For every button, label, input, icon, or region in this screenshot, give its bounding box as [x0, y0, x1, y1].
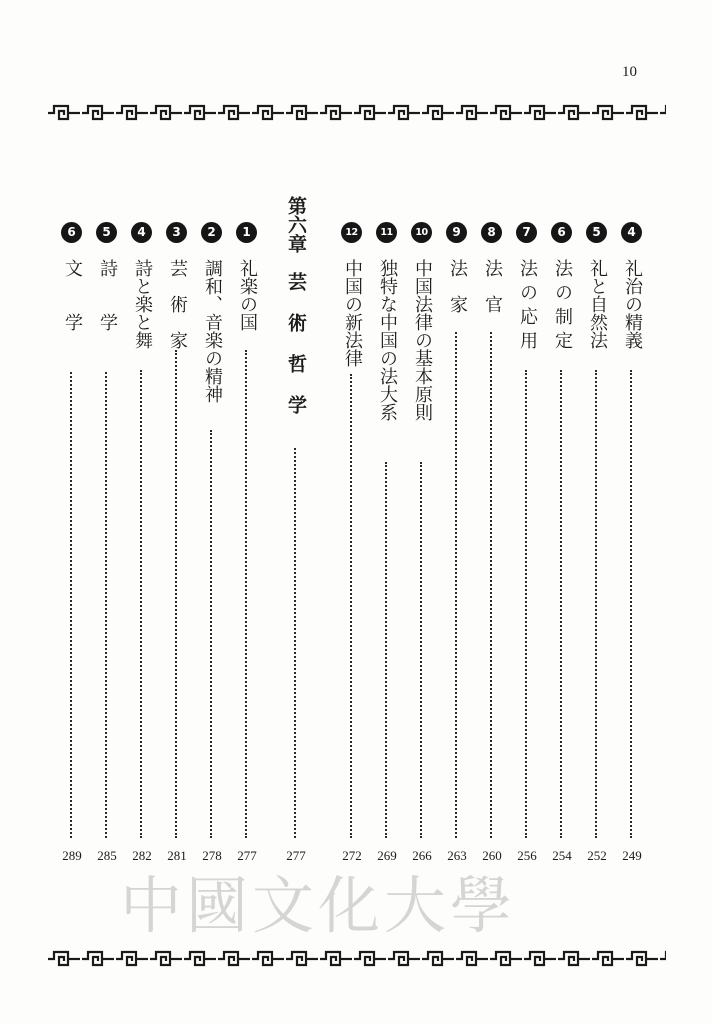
- entry-number-badge: 7: [516, 222, 537, 243]
- chapter-heading[interactable]: [282, 196, 310, 866]
- entry-title: 法 官: [482, 259, 503, 313]
- entry-title: 法 家: [447, 259, 468, 313]
- entry-number-badge: 6: [551, 222, 572, 243]
- toc-entry[interactable]: [513, 222, 541, 866]
- entry-title: 中国法律の基本原則: [412, 259, 433, 421]
- entry-page-number: 263: [447, 848, 467, 863]
- dot-leader: [245, 350, 247, 838]
- toc-entry[interactable]: [233, 222, 261, 866]
- chapter-title: 第六章 芸 術 哲 学: [285, 196, 307, 414]
- entry-number-badge: 8: [481, 222, 502, 243]
- entry-page-number: 266: [412, 848, 432, 863]
- entry-title: 芸 術 家: [167, 259, 188, 349]
- entry-title: 文 学: [62, 259, 83, 331]
- dot-leader: [595, 370, 597, 838]
- dot-leader: [420, 462, 422, 838]
- dot-leader: [525, 370, 527, 838]
- entry-number-badge: 1: [236, 222, 257, 243]
- toc-entry[interactable]: [338, 222, 366, 866]
- entry-number-badge: 9: [446, 222, 467, 243]
- entry-page-number: 249: [622, 848, 642, 863]
- watermark-text: 中國文化大學: [120, 869, 517, 942]
- dot-leader: [560, 370, 562, 838]
- toc-entry[interactable]: [163, 222, 191, 866]
- entry-page-number: 285: [97, 848, 117, 863]
- entry-page-number: 281: [167, 848, 187, 863]
- toc-entry[interactable]: [128, 222, 156, 866]
- toc-entry[interactable]: [93, 222, 121, 866]
- entry-title: 礼と自然法: [587, 259, 608, 349]
- entry-page-number: 277: [237, 848, 257, 863]
- entry-page-number: 269: [377, 848, 397, 863]
- dot-leader: [490, 332, 492, 838]
- entry-number-badge: 4: [131, 222, 152, 243]
- dot-leader: [455, 332, 457, 838]
- dot-leader: [70, 372, 72, 838]
- bottom-fret-border: [46, 948, 666, 970]
- entry-page-number: 278: [202, 848, 222, 863]
- toc-entry[interactable]: [618, 222, 646, 866]
- entry-page-number: 282: [132, 848, 152, 863]
- toc-entry[interactable]: [478, 222, 506, 866]
- entry-number-badge: 3: [166, 222, 187, 243]
- entry-title: 詩 学: [97, 259, 118, 331]
- dot-leader: [175, 350, 177, 838]
- entry-number-badge: 4: [621, 222, 642, 243]
- entry-title: 礼治の精義: [622, 259, 643, 349]
- entry-page-number: 289: [62, 848, 82, 863]
- entry-page-number: 254: [552, 848, 572, 863]
- toc-entry[interactable]: [373, 222, 401, 866]
- entry-title: 礼楽の国: [237, 259, 258, 331]
- toc-entry[interactable]: [583, 222, 611, 866]
- toc-entry[interactable]: [548, 222, 576, 866]
- entry-number-badge: 11: [376, 222, 397, 243]
- chapter-page-number: 277: [286, 848, 306, 863]
- entry-page-number: 256: [517, 848, 537, 863]
- entry-number-badge: 5: [96, 222, 117, 243]
- entry-number-badge: 12: [341, 222, 362, 243]
- entry-number-badge: 10: [411, 222, 432, 243]
- dot-leader: [105, 372, 107, 838]
- entry-number-badge: 5: [586, 222, 607, 243]
- entry-page-number: 260: [482, 848, 502, 863]
- entry-title: 法の応用: [517, 259, 538, 355]
- dot-leader: [350, 374, 352, 838]
- entry-title: 調和、音楽の精神: [202, 259, 223, 403]
- toc-entry[interactable]: [58, 222, 86, 866]
- entry-title: 中国の新法律: [342, 259, 363, 367]
- entry-title: 詩と楽と舞: [132, 259, 153, 349]
- entry-number-badge: 2: [201, 222, 222, 243]
- dot-leader: [630, 370, 632, 838]
- dot-leader: [140, 370, 142, 838]
- dot-leader: [210, 430, 212, 838]
- entry-page-number: 272: [342, 848, 362, 863]
- entry-title: 独特な中国の法大系: [377, 259, 398, 421]
- entry-title: 法の制定: [552, 259, 573, 355]
- toc-entry[interactable]: [408, 222, 436, 866]
- toc-entry[interactable]: [443, 222, 471, 866]
- toc-entry[interactable]: [198, 222, 226, 866]
- page-number: 10: [622, 64, 637, 80]
- dot-leader: [385, 462, 387, 838]
- entry-page-number: 252: [587, 848, 607, 863]
- entry-number-badge: 6: [61, 222, 82, 243]
- dot-leader: [294, 448, 296, 838]
